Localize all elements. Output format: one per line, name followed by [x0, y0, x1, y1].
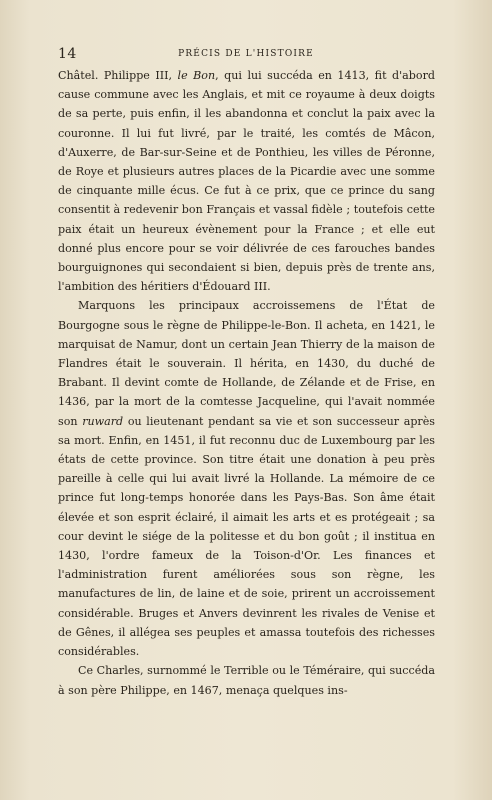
paragraph-text: Marquons les principaux accroissemens de l'État de Bourgogne sous le règne de Philippe-le-Bon. Il acheta, en 1421, le marquisat de Namur, dont un certain Jean Thierry de la maison de Flandres était le souverain. Il hérita, en 1430, du duché de Brabant. Il devint comte de Hollande, de Zélande et de Frise, en 1436, par la mort de la comtesse Jacqueline, qui l'avait nommée son	[58, 299, 435, 428]
paragraph-3	[58, 661, 435, 699]
paragraph-1	[58, 66, 435, 296]
paragraph-text: , qui lui succéda en 1413, fit d'abord cause commune avec les Anglais, et mit ce royaume à deux doigts de sa perte, puis enfin, il les abandonna et conclut la paix avec la couronne. Il lui fut livré, par le traité, les comtés de Mâcon, d'Auxerre, de Bar-sur-Seine et de Ponthieu, les villes de Péronne, de Roye et plusieurs autres places de la Picardie avec une somme de cinquante mille écus. Ce fut à ce prix, que ce prince du sang consentit à redevenir bon Français et vassal fidèle ; toutefois cette paix était un heureux évènement pour la France ; et elle eut donné plus encore pour se voir délivrée de ces farouches bandes bourguignones qui secondaient si bien, depuis près de trente ans, l'ambition des héritiers d'Édouard III.	[58, 69, 435, 294]
page-number: 14	[58, 46, 77, 62]
running-title: PRÉCIS DE L'HISTOIRE	[178, 49, 314, 59]
italic-text: le Bon	[177, 69, 216, 82]
paragraph-2	[58, 296, 435, 661]
page-header	[58, 46, 434, 66]
paragraph-text: Ce Charles, surnommé le Terrible ou le Téméraire, qui succéda à son père Philippe, en 1467, menaça quelques ins-	[58, 664, 435, 697]
paragraph-text: Châtel. Philippe III,	[58, 69, 178, 82]
paragraph-text: ou lieutenant pendant sa vie et son successeur après sa mort. Enfin, en 1451, il fut reconnu duc de Luxembourg par les états de cette province. Son titre était une donation à peu près pareille à celle qui lui avait livré la Hollande. La mémoire de ce prince fut long-temps honorée dans les Pays-Bas. Son âme était élevée et son esprit éclairé, il aimait les arts et es protégeait ; sa cour devint le siége de la politesse et du bon goût ; il institua en 1430, l'ordre fameux de la Toison-d'Or. Les finances et l'administration furent améliorées sous son règne, les manufactures de lin, de laine et de soie, prirent un accroissement considérable. Bruges et Anvers devinrent les rivales de Venise et de Gênes, il allégea ses peuples et amassa toutefois des richesses considérables.	[58, 414, 435, 659]
italic-text: ruward	[82, 414, 124, 428]
body-text	[58, 66, 435, 700]
